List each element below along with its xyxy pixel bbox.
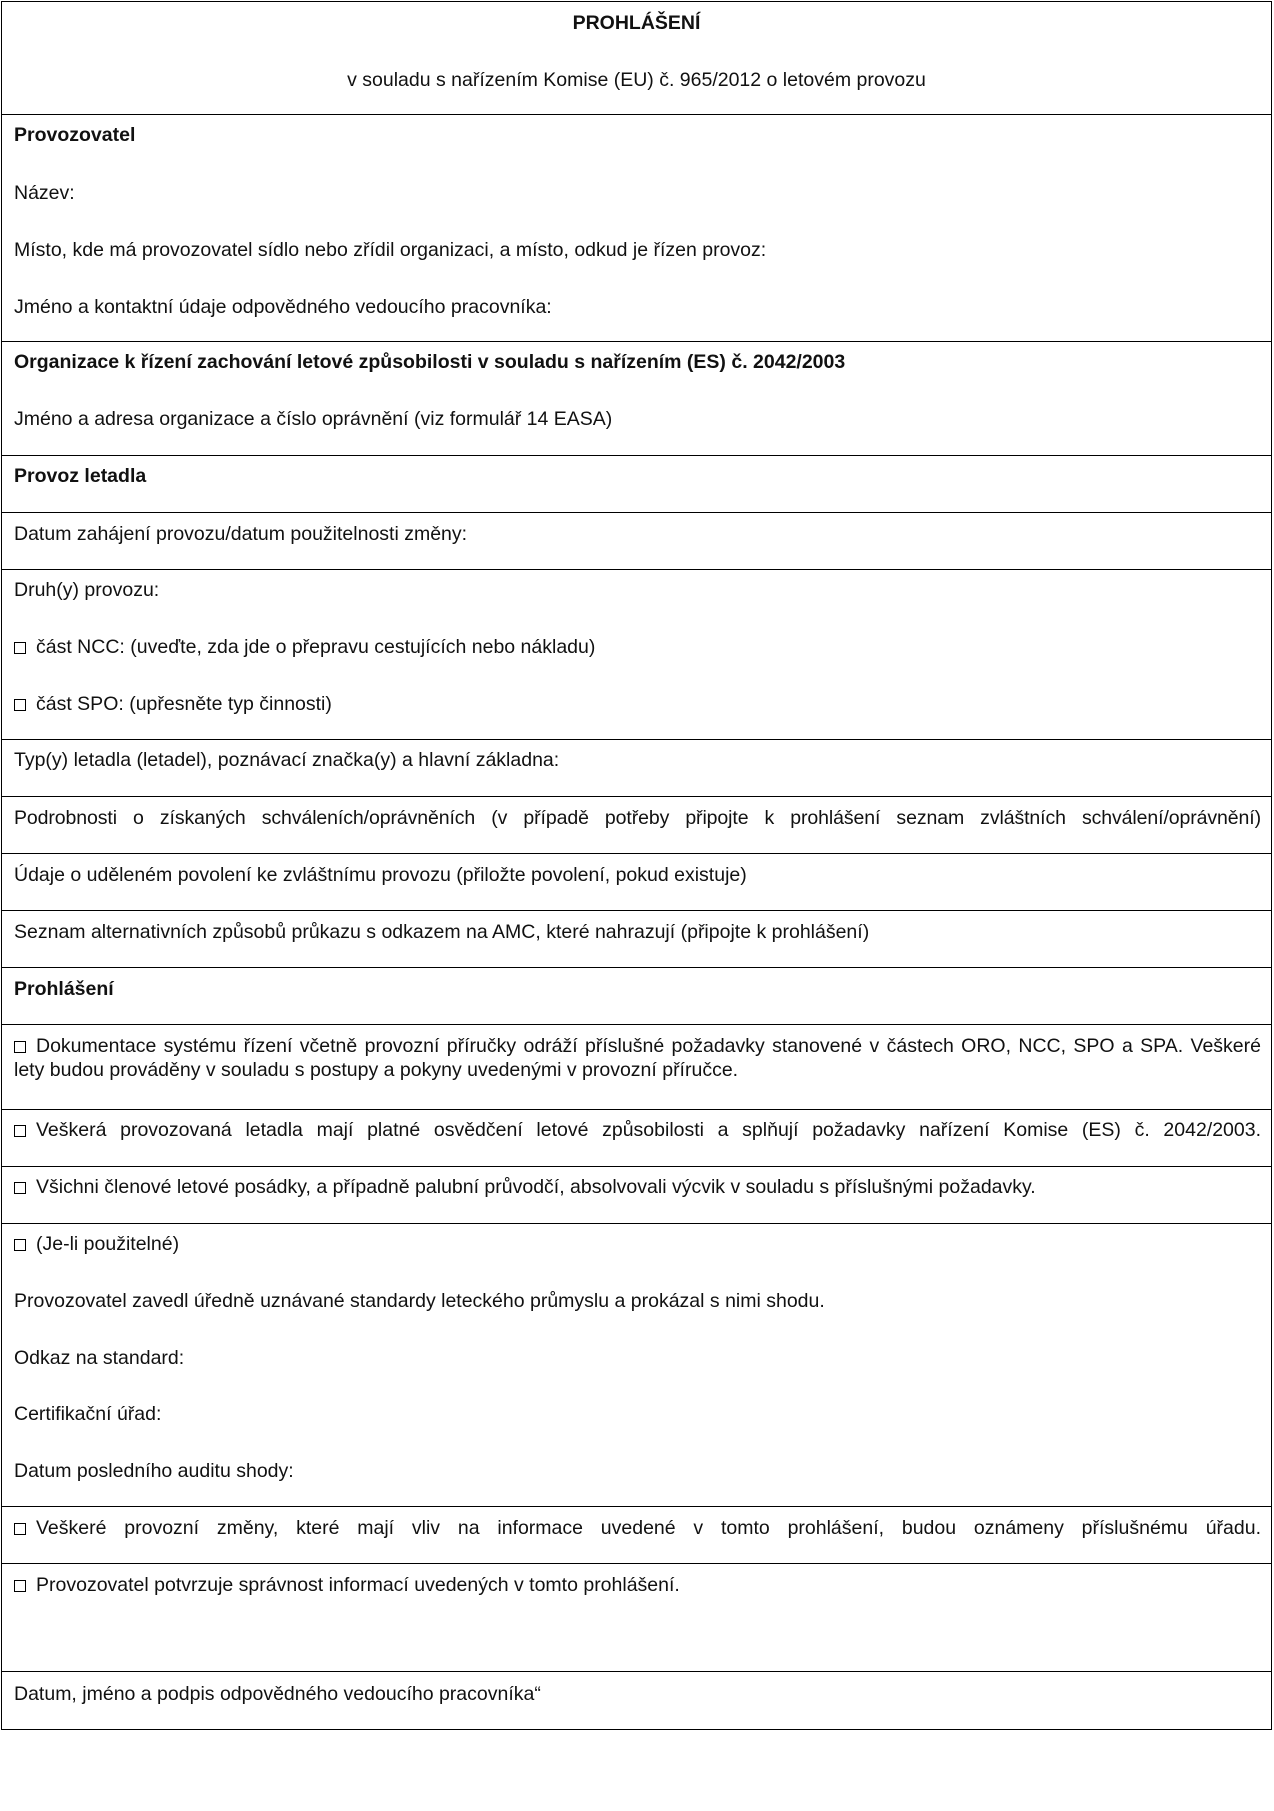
- airworthiness-checkbox[interactable]: [14, 1125, 26, 1137]
- signature-row: [1, 1672, 1272, 1730]
- confirm-item[interactable]: [14, 1574, 1261, 1596]
- operator-name-label: Název:: [14, 182, 75, 204]
- amc-row: [1, 911, 1272, 968]
- confirm-item-text: Provozovatel potvrzuje správnost informací uvedených v tomto prohlášení.: [36, 1574, 680, 1596]
- declaration-heading: Prohlášení: [14, 978, 114, 1000]
- camo-section: [1, 342, 1272, 456]
- aircraft-label: Typ(y) letadla (letadel), poznávací značka(y) a hlavní základna:: [14, 749, 560, 771]
- authorisation-row: [1, 854, 1272, 911]
- docs-item-text: Dokumentace systému řízení včetně provozní příručky odráží příslušné požadavky stanovené v částech ORO, NCC, SPO a SPA. Veškeré lety budou prováděny v souladu s postupy a pokyny uvedenými v provozní příručce.: [14, 1035, 1261, 1081]
- spo-option-label: část SPO: (upřesněte typ činnosti): [36, 693, 332, 715]
- spo-checkbox[interactable]: [14, 699, 26, 711]
- header-section: [1, 1, 1272, 115]
- signature-label: Datum, jméno a podpis odpovědného vedoucího pracovníka“: [14, 1683, 541, 1705]
- approvals-row: [1, 797, 1272, 854]
- accountable-manager-label: Jméno a kontaktní údaje odpovědného vedoucího pracovníka:: [14, 296, 552, 318]
- crew-item[interactable]: [14, 1176, 1261, 1198]
- docs-checkbox[interactable]: [14, 1041, 26, 1053]
- standards-text: Provozovatel zavedl úředně uznávané standardy leteckého průmyslu a prokázal s nimi shodu.: [14, 1290, 825, 1312]
- operator-location-label: Místo, kde má provozovatel sídlo nebo zřídil organizaci, a místo, odkud je řízen provoz:: [14, 239, 767, 261]
- camo-details-label: Jméno a adresa organizace a číslo oprávnění (viz formulář 14 EASA): [14, 408, 613, 430]
- crew-row: [1, 1167, 1272, 1224]
- spo-option[interactable]: [14, 693, 1261, 715]
- form-subtitle: v souladu s nařízením Komise (EU) č. 965/2012 o letovém provozu: [347, 69, 926, 91]
- standards-row: [1, 1224, 1272, 1507]
- amc-label: Seznam alternativních způsobů průkazu s odkazem na AMC, které nahrazují (připojte k prohlášení): [14, 921, 870, 943]
- changes-checkbox[interactable]: [14, 1523, 26, 1535]
- changes-item-text: Veškeré provozní změny, které mají vliv na informace uvedené v tomto prohlášení, budou oznámeny příslušnému úřadu.: [36, 1517, 1261, 1539]
- changes-item[interactable]: [14, 1517, 1261, 1539]
- aircraft-ops-heading-row: [1, 456, 1272, 513]
- start-date-row: [1, 513, 1272, 570]
- crew-checkbox[interactable]: [14, 1182, 26, 1194]
- aircraft-ops-heading: Provoz letadla: [14, 465, 147, 487]
- operation-types-row: [1, 570, 1272, 740]
- standard-ref-label: Odkaz na standard:: [14, 1347, 185, 1369]
- aircraft-row: [1, 740, 1272, 797]
- operator-heading: Provozovatel: [14, 124, 136, 146]
- last-audit-label: Datum posledního auditu shody:: [14, 1460, 294, 1482]
- airworthiness-row: [1, 1110, 1272, 1167]
- changes-row: [1, 1507, 1272, 1564]
- docs-item[interactable]: [14, 1034, 1261, 1082]
- crew-item-text: Všichni členové letové posádky, a případně palubní průvodčí, absolvovali výcvik v souladu s příslušnými požadavky.: [36, 1176, 1036, 1198]
- ncc-option-label: část NCC: (uveďte, zda jde o přepravu cestujících nebo nákladu): [36, 636, 596, 658]
- if-applicable-checkbox[interactable]: [14, 1239, 26, 1251]
- camo-heading: Organizace k řízení zachování letové způsobilosti v souladu s nařízením (ES) č. 2042/2003: [14, 351, 846, 373]
- ncc-option[interactable]: [14, 636, 1261, 658]
- ncc-checkbox[interactable]: [14, 642, 26, 654]
- confirm-checkbox[interactable]: [14, 1580, 26, 1592]
- if-applicable-item[interactable]: [14, 1233, 1261, 1255]
- operation-types-label: Druh(y) provozu:: [14, 579, 160, 601]
- approvals-label: Podrobnosti o získaných schváleních/oprávněních (v případě potřeby připojte k prohlášení seznam zvláštních schválení/oprávnění): [14, 807, 1261, 829]
- operator-section: [1, 115, 1272, 342]
- confirm-row: [1, 1564, 1272, 1672]
- authorisation-label: Údaje o uděleném povolení ke zvláštnímu provozu (přiložte povolení, pokud existuje): [14, 864, 747, 886]
- start-date-label: Datum zahájení provozu/datum použitelnosti změny:: [14, 523, 468, 545]
- docs-row: [1, 1025, 1272, 1110]
- airworthiness-item-text: Veškerá provozovaná letadla mají platné osvědčení letové způsobilosti a splňují požadavky nařízení Komise (ES) č. 2042/2003.: [36, 1119, 1261, 1141]
- cert-body-label: Certifikační úřad:: [14, 1403, 162, 1425]
- declaration-heading-row: [1, 968, 1272, 1025]
- airworthiness-item[interactable]: [14, 1119, 1261, 1141]
- form-title: PROHLÁŠENÍ: [572, 12, 701, 34]
- if-applicable-text: (Je-li použitelné): [36, 1233, 180, 1255]
